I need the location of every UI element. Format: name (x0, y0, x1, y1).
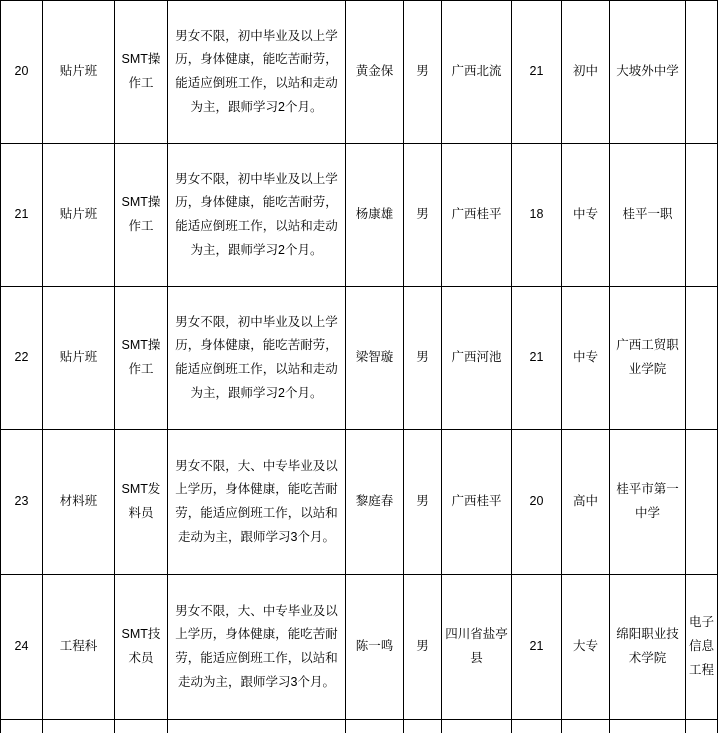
cell-sex: 男 (404, 430, 442, 575)
cell-age: 20 (512, 430, 562, 575)
cell-major (686, 430, 718, 575)
cell-requirement: 男女不限，大、中专毕业及以上学历，身体健康，能吃苦耐劳，能适应倒班工作，以站和走动为主，跟师学习3个月。 (168, 575, 346, 720)
cell-blank (168, 720, 346, 733)
cell-blank (1, 720, 43, 733)
cell-hometown: 广西桂平 (442, 430, 512, 575)
cell-school: 桂平一职 (610, 144, 686, 287)
table-row (1, 1, 718, 144)
cell-blank (512, 720, 562, 733)
table-row (1, 144, 718, 287)
cell-dept: 工程科 (43, 575, 115, 720)
cell-sex: 男 (404, 144, 442, 287)
cell-sex: 男 (404, 575, 442, 720)
cell-index: 20 (1, 1, 43, 144)
cell-school: 大坡外中学 (610, 1, 686, 144)
cell-requirement: 男女不限，初中毕业及以上学历，身体健康，能吃苦耐劳，能适应倒班工作，以站和走动为主，跟师学习2个月。 (168, 144, 346, 287)
cell-hometown: 广西桂平 (442, 144, 512, 287)
cell-dept: 材料班 (43, 430, 115, 575)
cell-job: SMT操作工 (115, 144, 168, 287)
cell-requirement: 男女不限，初中毕业及以上学历，身体健康，能吃苦耐劳，能适应倒班工作，以站和走动为主，跟师学习2个月。 (168, 287, 346, 430)
cell-blank (43, 720, 115, 733)
cell-name: 黄金保 (346, 1, 404, 144)
table-row (1, 287, 718, 430)
cell-sex: 男 (404, 1, 442, 144)
cell-dept: 贴片班 (43, 144, 115, 287)
cell-age: 21 (512, 575, 562, 720)
cell-school: 桂平市第一中学 (610, 430, 686, 575)
cell-index: 22 (1, 287, 43, 430)
cell-education: 中专 (562, 287, 610, 430)
table-row-blank (1, 720, 718, 733)
cell-job: SMT发料员 (115, 430, 168, 575)
cell-blank (346, 720, 404, 733)
cell-major (686, 144, 718, 287)
cell-requirement: 男女不限，大、中专毕业及以上学历，身体健康，能吃苦耐劳，能适应倒班工作，以站和走动为主，跟师学习3个月。 (168, 430, 346, 575)
cell-blank (442, 720, 512, 733)
cell-major: 电子信息工程 (686, 575, 718, 720)
cell-sex: 男 (404, 287, 442, 430)
table-row (1, 430, 718, 575)
cell-job: SMT操作工 (115, 1, 168, 144)
cell-blank (610, 720, 686, 733)
cell-name: 黎庭春 (346, 430, 404, 575)
cell-index: 24 (1, 575, 43, 720)
cell-requirement: 男女不限，初中毕业及以上学历，身体健康，能吃苦耐劳，能适应倒班工作，以站和走动为主，跟师学习2个月。 (168, 1, 346, 144)
cell-dept: 贴片班 (43, 1, 115, 144)
cell-blank (404, 720, 442, 733)
cell-education: 大专 (562, 575, 610, 720)
cell-hometown: 广西河池 (442, 287, 512, 430)
cell-education: 初中 (562, 1, 610, 144)
cell-education: 高中 (562, 430, 610, 575)
cell-hometown: 广西北流 (442, 1, 512, 144)
cell-job: SMT技术员 (115, 575, 168, 720)
cell-blank (686, 720, 718, 733)
cell-name: 梁智璇 (346, 287, 404, 430)
cell-school: 绵阳职业技术学院 (610, 575, 686, 720)
cell-hometown: 四川省盐亭县 (442, 575, 512, 720)
cell-age: 21 (512, 287, 562, 430)
cell-blank (115, 720, 168, 733)
cell-dept: 贴片班 (43, 287, 115, 430)
cell-job: SMT操作工 (115, 287, 168, 430)
table-row (1, 575, 718, 720)
cell-major (686, 287, 718, 430)
cell-name: 陈一鸣 (346, 575, 404, 720)
cell-major (686, 1, 718, 144)
cell-education: 中专 (562, 144, 610, 287)
cell-age: 18 (512, 144, 562, 287)
cell-index: 23 (1, 430, 43, 575)
cell-age: 21 (512, 1, 562, 144)
cell-name: 杨康雄 (346, 144, 404, 287)
cell-blank (562, 720, 610, 733)
cell-school: 广西工贸职业学院 (610, 287, 686, 430)
cell-index: 21 (1, 144, 43, 287)
